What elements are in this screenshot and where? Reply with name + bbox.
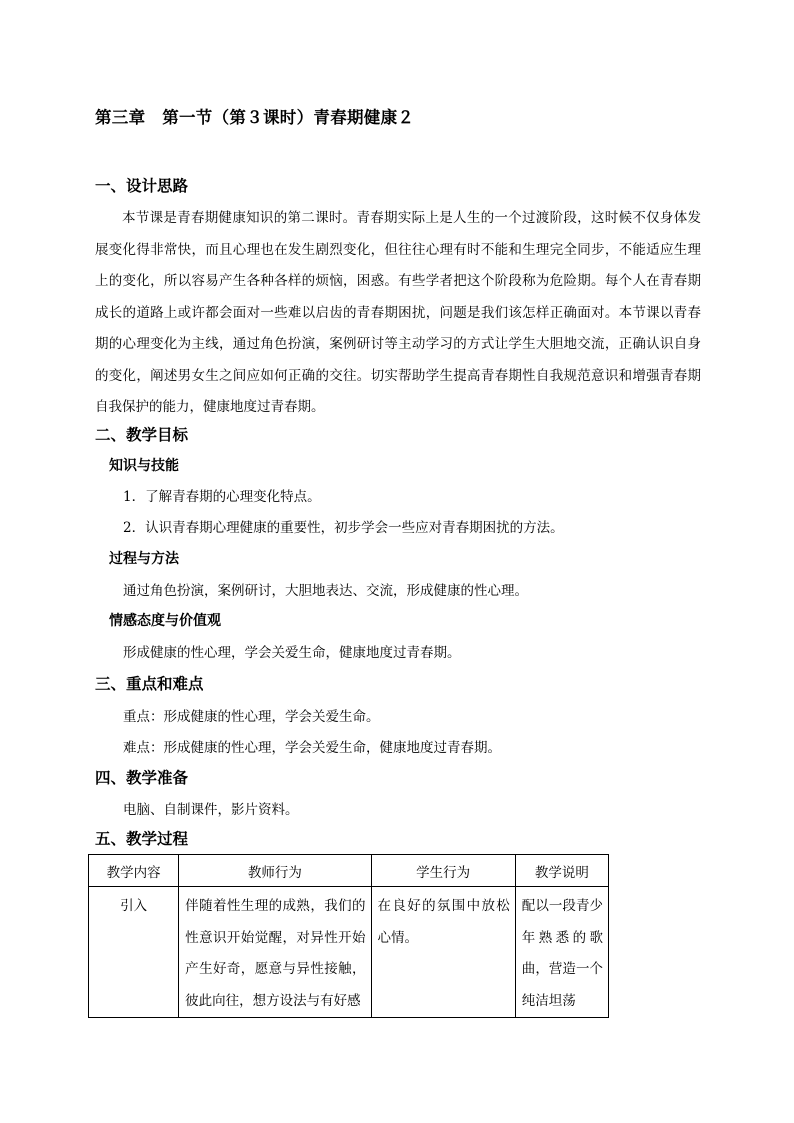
preparation-text: 电脑、自制课件，影片资料。 [123, 802, 299, 818]
subheading-emotion: 情感态度与价值观 [109, 613, 221, 629]
table-row [89, 887, 609, 1018]
process-text: 通过角色扮演，案例研讨，大胆地表达、交流，形成健康的性心理。 [123, 583, 528, 599]
knowledge-item-2: 2．认识青春期心理健康的重要性，初步学会一些应对青春期困扰的方法。 [123, 520, 564, 536]
table-header-cell: 教学内容 [89, 855, 179, 887]
subheading-knowledge: 知识与技能 [109, 458, 179, 474]
section-heading-design: 一、设计思路 [95, 176, 189, 195]
table-header-cell: 学生行为 [371, 855, 515, 887]
table-cell-teacher: 伴随着性生理的成熟，我们的性意识开始觉醒，对异性开始产生好奇，愿意与异性接触，彼此向往，想方设法与有好感 [179, 887, 371, 1018]
design-paragraph-text: 本节课是青春期健康知识的第二课时。青春期实际上是人生的一个过渡阶段，这时候不仅身体发展变化得非常快，而且心理也在发生剧烈变化，但往往心理有时不能和生理完全同步，不能适应生理上的变化，所以容易产生各种各样的烦恼，困惑。有些学者把这个阶段称为危险期。每个人在青春期成长的道路上或许都会面对一些难以启齿的青春期困扰，问题是我们该怎样正确面对。本节课以青春期的心理变化为主线，通过角色扮演，案例研讨等主动学习的方式让学生大胆地交流，正确认识自身的变化，阐述男女生之间应如何正确的交往。切实帮助学生提高青春期性自我规范意识和增强青春期自我保护的能力，健康地度过青春期。 [95, 210, 701, 415]
section-heading-preparation: 四、教学准备 [95, 768, 189, 787]
section-heading-process: 五、教学过程 [95, 829, 189, 848]
difficult-point-text: 难点：形成健康的性心理，学会关爱生命，健康地度过青春期。 [123, 740, 501, 756]
table-header-cell: 教师行为 [179, 855, 371, 887]
table-cell-content: 引入 [89, 887, 179, 1018]
table-cell-note: 配以一段青少年熟悉的歌曲，营造一个纯洁坦荡 [515, 887, 608, 1018]
section-heading-key-points: 三、重点和难点 [95, 674, 204, 693]
section-heading-objectives: 二、教学目标 [95, 425, 189, 444]
emotion-text: 形成健康的性心理，学会关爱生命，健康地度过青春期。 [123, 645, 461, 661]
table-cell-student: 在良好的氛围中放松心情。 [371, 887, 515, 1018]
key-point-text: 重点：形成健康的性心理，学会关爱生命。 [123, 709, 380, 725]
table-header-row [89, 855, 609, 887]
design-paragraph [95, 203, 701, 424]
teaching-process-table [88, 854, 609, 1018]
page-title: 第三章 第一节（第３课时）青春期健康２ [95, 108, 415, 127]
subheading-process: 过程与方法 [109, 551, 179, 567]
knowledge-item-1: 1．了解青春期的心理变化特点。 [123, 489, 321, 505]
table-header-cell: 教学说明 [515, 855, 608, 887]
